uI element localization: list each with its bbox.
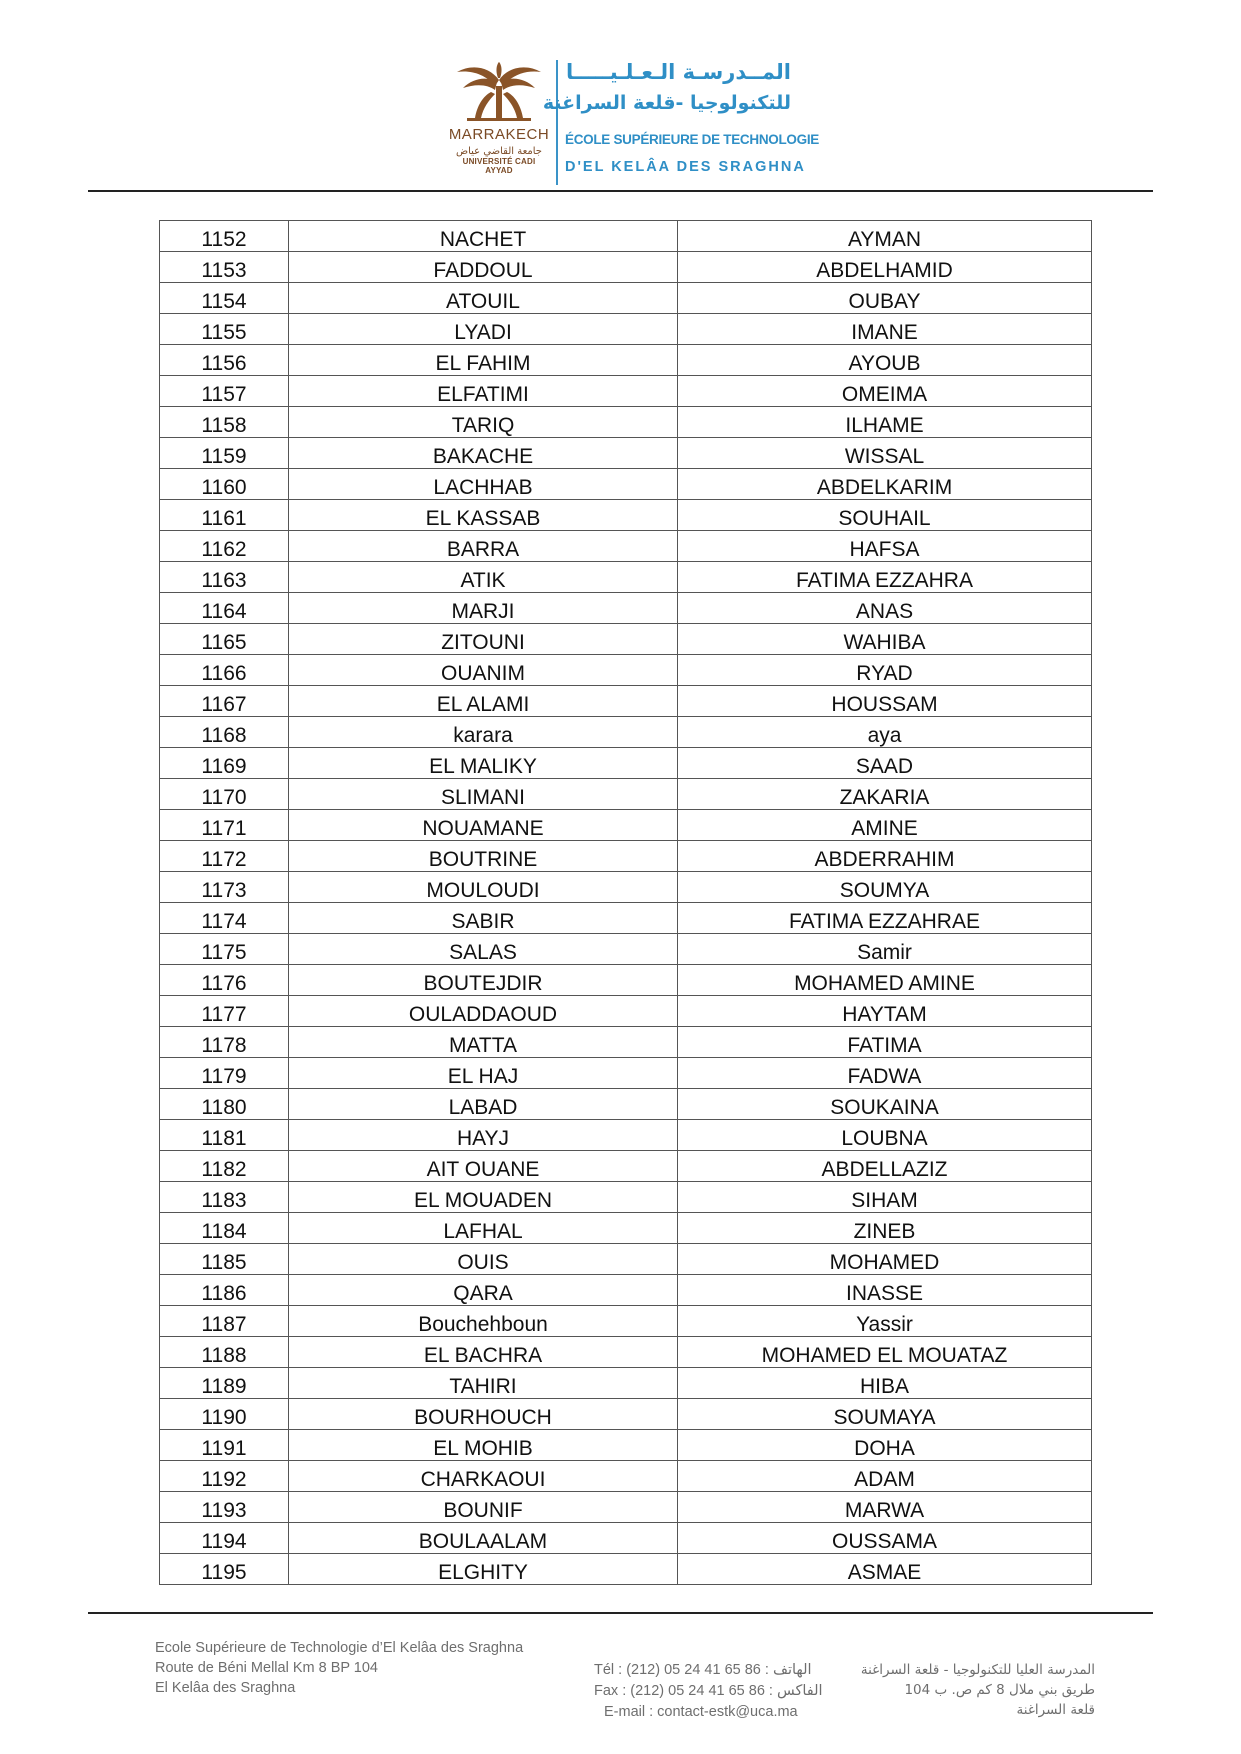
table-row xyxy=(160,1275,1092,1306)
last-name-cell: ATIK xyxy=(289,562,678,593)
table-row xyxy=(160,1089,1092,1120)
first-name-cell: INASSE xyxy=(678,1275,1092,1306)
footer-address-line: Route de Béni Mellal Km 8 BP 104 xyxy=(155,1660,379,1676)
table-row xyxy=(160,252,1092,283)
last-name-cell: MOULOUDI xyxy=(289,872,678,903)
row-number-cell: 1165 xyxy=(160,624,289,655)
last-name-cell: TARIQ xyxy=(289,407,678,438)
table-row xyxy=(160,1182,1092,1213)
last-name-cell: TAHIRI xyxy=(289,1368,678,1399)
row-number-cell: 1166 xyxy=(160,655,289,686)
first-name-cell: ABDELLAZIZ xyxy=(678,1151,1092,1182)
table-row xyxy=(160,469,1092,500)
row-number-cell: 1175 xyxy=(160,934,289,965)
footer-contact xyxy=(594,1660,823,1723)
table-row xyxy=(160,1523,1092,1554)
row-number-cell: 1171 xyxy=(160,810,289,841)
last-name-cell: LACHHAB xyxy=(289,469,678,500)
last-name-cell: SABIR xyxy=(289,903,678,934)
row-number-cell: 1184 xyxy=(160,1213,289,1244)
last-name-cell: EL KASSAB xyxy=(289,500,678,531)
row-number-cell: 1188 xyxy=(160,1337,289,1368)
table-row xyxy=(160,1151,1092,1182)
first-name-cell: FADWA xyxy=(678,1058,1092,1089)
row-number-cell: 1159 xyxy=(160,438,289,469)
school-name-block xyxy=(542,60,819,190)
table-row xyxy=(160,841,1092,872)
first-name-cell: ASMAE xyxy=(678,1554,1092,1585)
row-number-cell: 1168 xyxy=(160,717,289,748)
first-name-cell: AYMAN xyxy=(678,221,1092,252)
footer-arabic-line: قلعة السراغنة xyxy=(1016,1702,1095,1718)
first-name-cell: OUSSAMA xyxy=(678,1523,1092,1554)
student-list-table xyxy=(159,220,1092,1585)
first-name-cell: MARWA xyxy=(678,1492,1092,1523)
row-number-cell: 1187 xyxy=(160,1306,289,1337)
school-name-arabic-line2: للتكنولوجيا -قلعة السراغنة xyxy=(542,92,791,114)
letterhead-footer xyxy=(0,1615,1241,1754)
last-name-cell: EL FAHIM xyxy=(289,345,678,376)
school-name-arabic-line1: المــدرسـة الـعـلـيـــــا xyxy=(565,60,791,84)
first-name-cell: HAYTAM xyxy=(678,996,1092,1027)
last-name-cell: EL ALAMI xyxy=(289,686,678,717)
row-number-cell: 1183 xyxy=(160,1182,289,1213)
last-name-cell: LAFHAL xyxy=(289,1213,678,1244)
table-row xyxy=(160,872,1092,903)
table-row xyxy=(160,748,1092,779)
last-name-cell: Bouchehboun xyxy=(289,1306,678,1337)
first-name-cell: Samir xyxy=(678,934,1092,965)
row-number-cell: 1179 xyxy=(160,1058,289,1089)
letterhead xyxy=(0,0,1241,195)
row-number-cell: 1170 xyxy=(160,779,289,810)
row-number-cell: 1177 xyxy=(160,996,289,1027)
last-name-cell: BOUNIF xyxy=(289,1492,678,1523)
first-name-cell: ABDERRAHIM xyxy=(678,841,1092,872)
table-row xyxy=(160,1554,1092,1585)
last-name-cell: NOUAMANE xyxy=(289,810,678,841)
first-name-cell: SOUMAYA xyxy=(678,1399,1092,1430)
last-name-cell: ELFATIMI xyxy=(289,376,678,407)
last-name-cell: LYADI xyxy=(289,314,678,345)
row-number-cell: 1154 xyxy=(160,283,289,314)
first-name-cell: SOUHAIL xyxy=(678,500,1092,531)
first-name-cell: FATIMA xyxy=(678,1027,1092,1058)
first-name-cell: DOHA xyxy=(678,1430,1092,1461)
first-name-cell: MOHAMED xyxy=(678,1244,1092,1275)
table-row xyxy=(160,1430,1092,1461)
footer-address-line: El Kelâa des Sraghna xyxy=(155,1680,296,1696)
row-number-cell: 1178 xyxy=(160,1027,289,1058)
first-name-cell: FATIMA EZZAHRAE xyxy=(678,903,1092,934)
footer-divider xyxy=(88,1612,1153,1614)
table-row xyxy=(160,717,1092,748)
table-row xyxy=(160,221,1092,252)
first-name-cell: MOHAMED AMINE xyxy=(678,965,1092,996)
footer-fax: Fax : (212) 05 24 41 65 86 : الفاكس xyxy=(594,1683,823,1699)
footer-address-arabic xyxy=(861,1660,1095,1720)
table-row xyxy=(160,438,1092,469)
first-name-cell: LOUBNA xyxy=(678,1120,1092,1151)
footer-arabic-line: المدرسة العليا للتكنولوجيا - قلعة السراغنة xyxy=(860,1662,1095,1678)
table-row xyxy=(160,1337,1092,1368)
last-name-cell: OULADDAOUD xyxy=(289,996,678,1027)
last-name-cell: EL HAJ xyxy=(289,1058,678,1089)
row-number-cell: 1162 xyxy=(160,531,289,562)
row-number-cell: 1195 xyxy=(160,1554,289,1585)
first-name-cell: ZAKARIA xyxy=(678,779,1092,810)
first-name-cell: ZINEB xyxy=(678,1213,1092,1244)
row-number-cell: 1172 xyxy=(160,841,289,872)
table-row xyxy=(160,686,1092,717)
first-name-cell: HOUSSAM xyxy=(678,686,1092,717)
first-name-cell: WAHIBA xyxy=(678,624,1092,655)
first-name-cell: SAAD xyxy=(678,748,1092,779)
last-name-cell: BOUTEJDIR xyxy=(289,965,678,996)
logo-divider xyxy=(556,60,558,185)
first-name-cell: ILHAME xyxy=(678,407,1092,438)
last-name-cell: karara xyxy=(289,717,678,748)
table-row xyxy=(160,1368,1092,1399)
last-name-cell: ZITOUNI xyxy=(289,624,678,655)
last-name-cell: OUIS xyxy=(289,1244,678,1275)
footer-email: E-mail : contact-estk@uca.ma xyxy=(604,1704,798,1720)
first-name-cell: AMINE xyxy=(678,810,1092,841)
row-number-cell: 1153 xyxy=(160,252,289,283)
table-row xyxy=(160,810,1092,841)
footer-address xyxy=(155,1638,523,1698)
row-number-cell: 1182 xyxy=(160,1151,289,1182)
first-name-cell: SOUKAINA xyxy=(678,1089,1092,1120)
last-name-cell: ELGHITY xyxy=(289,1554,678,1585)
first-name-cell: FATIMA EZZAHRA xyxy=(678,562,1092,593)
student-list-body xyxy=(160,221,1092,1585)
row-number-cell: 1164 xyxy=(160,593,289,624)
row-number-cell: 1158 xyxy=(160,407,289,438)
row-number-cell: 1173 xyxy=(160,872,289,903)
row-number-cell: 1174 xyxy=(160,903,289,934)
first-name-cell: OMEIMA xyxy=(678,376,1092,407)
last-name-cell: EL MALIKY xyxy=(289,748,678,779)
last-name-cell: BOULAALAM xyxy=(289,1523,678,1554)
last-name-cell: EL MOHIB xyxy=(289,1430,678,1461)
table-row xyxy=(160,624,1092,655)
table-row xyxy=(160,562,1092,593)
row-number-cell: 1192 xyxy=(160,1461,289,1492)
school-name-french-line2: D'EL KELÂA DES SRAGHNA xyxy=(565,159,806,175)
table-row xyxy=(160,903,1092,934)
table-row xyxy=(160,283,1092,314)
footer-arabic-line: طريق بني ملال 8 كم ص. ب 104 xyxy=(904,1682,1095,1698)
first-name-cell: ANAS xyxy=(678,593,1092,624)
table-row xyxy=(160,1461,1092,1492)
first-name-cell: MOHAMED EL MOUATAZ xyxy=(678,1337,1092,1368)
row-number-cell: 1152 xyxy=(160,221,289,252)
row-number-cell: 1155 xyxy=(160,314,289,345)
first-name-cell: ABDELHAMID xyxy=(678,252,1092,283)
last-name-cell: ATOUIL xyxy=(289,283,678,314)
first-name-cell: SOUMYA xyxy=(678,872,1092,903)
first-name-cell: HIBA xyxy=(678,1368,1092,1399)
row-number-cell: 1194 xyxy=(160,1523,289,1554)
last-name-cell: CHARKAOUI xyxy=(289,1461,678,1492)
first-name-cell: RYAD xyxy=(678,655,1092,686)
last-name-cell: QARA xyxy=(289,1275,678,1306)
last-name-cell: FADDOUL xyxy=(289,252,678,283)
table-row xyxy=(160,779,1092,810)
row-number-cell: 1191 xyxy=(160,1430,289,1461)
last-name-cell: OUANIM xyxy=(289,655,678,686)
row-number-cell: 1160 xyxy=(160,469,289,500)
row-number-cell: 1193 xyxy=(160,1492,289,1523)
table-row xyxy=(160,1492,1092,1523)
row-number-cell: 1190 xyxy=(160,1399,289,1430)
last-name-cell: AIT OUANE xyxy=(289,1151,678,1182)
last-name-cell: NACHET xyxy=(289,221,678,252)
row-number-cell: 1176 xyxy=(160,965,289,996)
row-number-cell: 1169 xyxy=(160,748,289,779)
palm-tree-logo-icon xyxy=(451,62,547,124)
last-name-cell: MARJI xyxy=(289,593,678,624)
table-row xyxy=(160,376,1092,407)
last-name-cell: HAYJ xyxy=(289,1120,678,1151)
row-number-cell: 1167 xyxy=(160,686,289,717)
last-name-cell: SALAS xyxy=(289,934,678,965)
table-row xyxy=(160,655,1092,686)
last-name-cell: EL MOUADEN xyxy=(289,1182,678,1213)
table-row xyxy=(160,934,1092,965)
table-row xyxy=(160,1244,1092,1275)
table-row xyxy=(160,1399,1092,1430)
last-name-cell: EL BACHRA xyxy=(289,1337,678,1368)
table-row xyxy=(160,1120,1092,1151)
first-name-cell: Yassir xyxy=(678,1306,1092,1337)
school-name-french-line1: ÉCOLE SUPÉRIEURE DE TECHNOLOGIE xyxy=(565,132,819,147)
row-number-cell: 1186 xyxy=(160,1275,289,1306)
last-name-cell: BARRA xyxy=(289,531,678,562)
row-number-cell: 1181 xyxy=(160,1120,289,1151)
table-row xyxy=(160,593,1092,624)
last-name-cell: BOURHOUCH xyxy=(289,1399,678,1430)
first-name-cell: IMANE xyxy=(678,314,1092,345)
table-row xyxy=(160,1213,1092,1244)
last-name-cell: BOUTRINE xyxy=(289,841,678,872)
footer-phone: Tél : (212) 05 24 41 65 86 : الهاتف xyxy=(594,1662,812,1678)
first-name-cell: ABDELKARIM xyxy=(678,469,1092,500)
row-number-cell: 1189 xyxy=(160,1368,289,1399)
table-row xyxy=(160,1058,1092,1089)
table-row xyxy=(160,1306,1092,1337)
table-row xyxy=(160,531,1092,562)
table-row xyxy=(160,500,1092,531)
row-number-cell: 1157 xyxy=(160,376,289,407)
logo-university-name: UNIVERSITÉ CADI AYYAD xyxy=(462,157,536,175)
first-name-cell: OUBAY xyxy=(678,283,1092,314)
table-row xyxy=(160,345,1092,376)
row-number-cell: 1185 xyxy=(160,1244,289,1275)
first-name-cell: SIHAM xyxy=(678,1182,1092,1213)
first-name-cell: WISSAL xyxy=(678,438,1092,469)
table-row xyxy=(160,1027,1092,1058)
row-number-cell: 1161 xyxy=(160,500,289,531)
logo-university-arabic: جامعة القاضي عياض xyxy=(455,146,542,157)
last-name-cell: SLIMANI xyxy=(289,779,678,810)
last-name-cell: BAKACHE xyxy=(289,438,678,469)
logo-city-name: MARRAKECH xyxy=(448,126,550,143)
table-row xyxy=(160,996,1092,1027)
row-number-cell: 1163 xyxy=(160,562,289,593)
footer-address-line: Ecole Supérieure de Technologie d’El Kelâa des Sraghna xyxy=(155,1640,524,1656)
last-name-cell: MATTA xyxy=(289,1027,678,1058)
table-row xyxy=(160,314,1092,345)
first-name-cell: aya xyxy=(678,717,1092,748)
header-divider xyxy=(88,190,1153,192)
row-number-cell: 1156 xyxy=(160,345,289,376)
first-name-cell: HAFSA xyxy=(678,531,1092,562)
row-number-cell: 1180 xyxy=(160,1089,289,1120)
table-row xyxy=(160,407,1092,438)
university-logo xyxy=(448,62,550,186)
first-name-cell: ADAM xyxy=(678,1461,1092,1492)
last-name-cell: LABAD xyxy=(289,1089,678,1120)
first-name-cell: AYOUB xyxy=(678,345,1092,376)
table-row xyxy=(160,965,1092,996)
